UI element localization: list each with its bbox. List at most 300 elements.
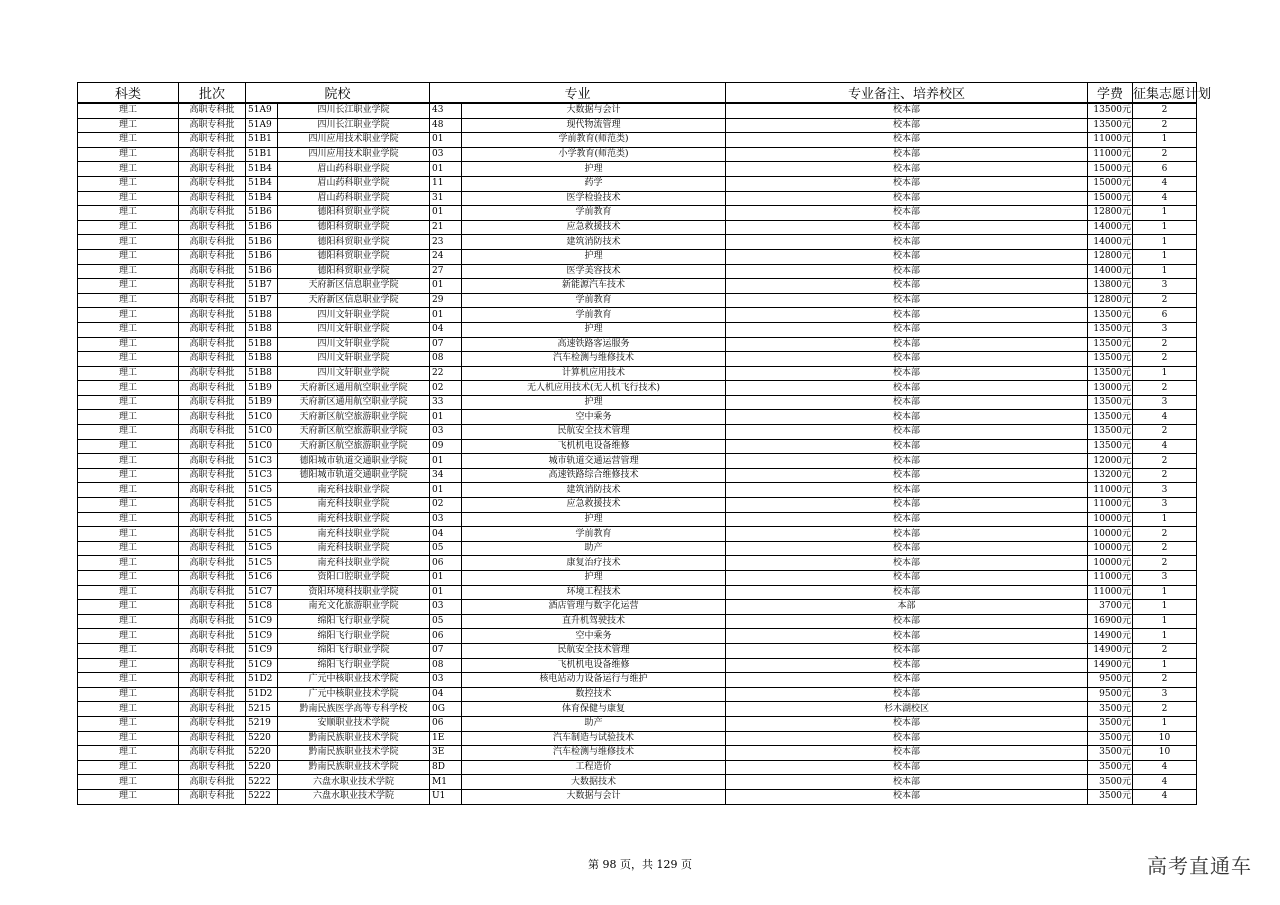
cell-batch: 高职专科批	[179, 206, 246, 221]
cell-plan-count: 3	[1133, 483, 1197, 498]
cell-major-code: 01	[430, 571, 462, 586]
cell-major-name: 建筑消防技术	[462, 483, 726, 498]
cell-major-code: 43	[430, 103, 462, 118]
table-row	[78, 454, 1197, 469]
cell-school-name: 天府新区信息职业学院	[278, 279, 430, 294]
cell-school-code: 51D2	[246, 673, 278, 688]
cell-plan-count: 2	[1133, 673, 1197, 688]
cell-category: 理工	[78, 468, 179, 483]
cell-school-code: 51C3	[246, 468, 278, 483]
cell-major-name: 空中乘务	[462, 629, 726, 644]
cell-batch: 高职专科批	[179, 556, 246, 571]
cell-plan-count: 4	[1133, 410, 1197, 425]
cell-major-name: 护理	[462, 395, 726, 410]
cell-school-name: 广元中核职业技术学院	[278, 687, 430, 702]
cell-major-name: 工程造价	[462, 760, 726, 775]
cell-major-name: 学前教育	[462, 293, 726, 308]
cell-major-code: 01	[430, 279, 462, 294]
cell-major-name: 护理	[462, 571, 726, 586]
cell-tuition: 11000元	[1088, 571, 1133, 586]
cell-tuition: 9500元	[1088, 687, 1133, 702]
cell-category: 理工	[78, 410, 179, 425]
cell-batch: 高职专科批	[179, 381, 246, 396]
cell-major-name: 学前教育	[462, 527, 726, 542]
cell-tuition: 11000元	[1088, 133, 1133, 148]
cell-category: 理工	[78, 498, 179, 513]
cell-school-code: 5220	[246, 731, 278, 746]
cell-category: 理工	[78, 337, 179, 352]
cell-major-name: 计算机应用技术	[462, 366, 726, 381]
cell-notes: 校本部	[726, 541, 1088, 556]
table-row	[78, 643, 1197, 658]
cell-batch: 高职专科批	[179, 629, 246, 644]
cell-school-code: 51B6	[246, 206, 278, 221]
cell-major-code: 07	[430, 643, 462, 658]
cell-school-code: 51D2	[246, 687, 278, 702]
cell-major-code: 0G	[430, 702, 462, 717]
table-row	[78, 600, 1197, 615]
cell-tuition: 3700元	[1088, 600, 1133, 615]
cell-school-name: 四川文轩职业学院	[278, 308, 430, 323]
cell-school-code: 5222	[246, 789, 278, 804]
cell-plan-count: 1	[1133, 614, 1197, 629]
cell-tuition: 14000元	[1088, 264, 1133, 279]
cell-school-code: 51A9	[246, 103, 278, 118]
cell-batch: 高职专科批	[179, 366, 246, 381]
cell-batch: 高职专科批	[179, 308, 246, 323]
cell-batch: 高职专科批	[179, 716, 246, 731]
cell-notes: 校本部	[726, 454, 1088, 469]
cell-school-name: 绵阳飞行职业学院	[278, 658, 430, 673]
table-row	[78, 352, 1197, 367]
cell-plan-count: 2	[1133, 643, 1197, 658]
watermark-logo: 高考直通车	[1147, 854, 1252, 878]
cell-school-code: 51B9	[246, 395, 278, 410]
cell-notes: 校本部	[726, 206, 1088, 221]
header-major: 专业	[430, 83, 726, 104]
cell-batch: 高职专科批	[179, 220, 246, 235]
cell-plan-count: 4	[1133, 176, 1197, 191]
cell-major-code: 06	[430, 629, 462, 644]
cell-school-name: 广元中核职业技术学院	[278, 673, 430, 688]
cell-notes: 校本部	[726, 731, 1088, 746]
cell-school-name: 德阳科贸职业学院	[278, 235, 430, 250]
cell-notes: 校本部	[726, 629, 1088, 644]
cell-major-code: 03	[430, 673, 462, 688]
cell-notes: 校本部	[726, 176, 1088, 191]
cell-school-name: 德阳科贸职业学院	[278, 206, 430, 221]
cell-school-code: 51B6	[246, 264, 278, 279]
cell-plan-count: 2	[1133, 103, 1197, 118]
table-row	[78, 716, 1197, 731]
cell-school-name: 四川长江职业学院	[278, 103, 430, 118]
cell-category: 理工	[78, 600, 179, 615]
cell-plan-count: 4	[1133, 191, 1197, 206]
cell-plan-count: 4	[1133, 789, 1197, 804]
cell-major-name: 汽车制造与试验技术	[462, 731, 726, 746]
cell-major-code: 01	[430, 410, 462, 425]
cell-school-code: 5219	[246, 716, 278, 731]
cell-major-name: 数控技术	[462, 687, 726, 702]
cell-major-code: 05	[430, 614, 462, 629]
cell-school-name: 黔南民族职业技术学院	[278, 746, 430, 761]
cell-batch: 高职专科批	[179, 789, 246, 804]
cell-notes: 校本部	[726, 322, 1088, 337]
cell-category: 理工	[78, 103, 179, 118]
header-batch: 批次	[179, 83, 246, 104]
table-row	[78, 103, 1197, 118]
cell-plan-count: 2	[1133, 425, 1197, 440]
cell-tuition: 13500元	[1088, 395, 1133, 410]
cell-category: 理工	[78, 133, 179, 148]
cell-notes: 校本部	[726, 556, 1088, 571]
cell-major-name: 应急救援技术	[462, 498, 726, 513]
cell-batch: 高职专科批	[179, 395, 246, 410]
cell-major-code: 07	[430, 337, 462, 352]
cell-category: 理工	[78, 191, 179, 206]
cell-school-code: 51B7	[246, 279, 278, 294]
cell-notes: 校本部	[726, 293, 1088, 308]
cell-plan-count: 2	[1133, 702, 1197, 717]
cell-school-name: 南充文化旅游职业学院	[278, 600, 430, 615]
cell-category: 理工	[78, 571, 179, 586]
cell-school-name: 南充科技职业学院	[278, 556, 430, 571]
cell-major-code: 04	[430, 687, 462, 702]
cell-major-name: 护理	[462, 512, 726, 527]
cell-major-code: 01	[430, 585, 462, 600]
cell-plan-count: 1	[1133, 600, 1197, 615]
cell-school-code: 51B8	[246, 337, 278, 352]
cell-school-code: 51B6	[246, 249, 278, 264]
cell-category: 理工	[78, 293, 179, 308]
cell-category: 理工	[78, 643, 179, 658]
cell-plan-count: 1	[1133, 206, 1197, 221]
cell-major-code: 01	[430, 206, 462, 221]
cell-major-code: 06	[430, 716, 462, 731]
cell-notes: 校本部	[726, 162, 1088, 177]
cell-plan-count: 2	[1133, 118, 1197, 133]
cell-plan-count: 1	[1133, 512, 1197, 527]
cell-tuition: 13000元	[1088, 381, 1133, 396]
cell-category: 理工	[78, 366, 179, 381]
cell-batch: 高职专科批	[179, 454, 246, 469]
cell-plan-count: 1	[1133, 629, 1197, 644]
cell-major-code: 1E	[430, 731, 462, 746]
table-row	[78, 249, 1197, 264]
header-tuition: 学费	[1088, 83, 1133, 104]
cell-notes: 校本部	[726, 716, 1088, 731]
cell-batch: 高职专科批	[179, 571, 246, 586]
cell-batch: 高职专科批	[179, 498, 246, 513]
cell-tuition: 3500元	[1088, 702, 1133, 717]
cell-school-code: 51B1	[246, 133, 278, 148]
cell-school-code: 51C6	[246, 571, 278, 586]
cell-major-code: 01	[430, 162, 462, 177]
cell-plan-count: 1	[1133, 249, 1197, 264]
cell-plan-count: 2	[1133, 541, 1197, 556]
cell-category: 理工	[78, 716, 179, 731]
cell-notes: 校本部	[726, 527, 1088, 542]
cell-school-code: 51C0	[246, 410, 278, 425]
table-row	[78, 395, 1197, 410]
cell-tuition: 13500元	[1088, 322, 1133, 337]
cell-tuition: 10000元	[1088, 556, 1133, 571]
cell-category: 理工	[78, 308, 179, 323]
cell-plan-count: 3	[1133, 687, 1197, 702]
cell-batch: 高职专科批	[179, 337, 246, 352]
cell-notes: 校本部	[726, 483, 1088, 498]
cell-school-code: 5222	[246, 775, 278, 790]
table-body	[78, 103, 1197, 804]
cell-school-code: 51B4	[246, 162, 278, 177]
cell-plan-count: 2	[1133, 381, 1197, 396]
cell-major-name: 空中乘务	[462, 410, 726, 425]
cell-batch: 高职专科批	[179, 133, 246, 148]
cell-school-name: 南充科技职业学院	[278, 483, 430, 498]
cell-plan-count: 4	[1133, 760, 1197, 775]
cell-tuition: 12800元	[1088, 206, 1133, 221]
cell-tuition: 13500元	[1088, 352, 1133, 367]
cell-school-name: 四川应用技术职业学院	[278, 133, 430, 148]
cell-major-name: 应急救援技术	[462, 220, 726, 235]
cell-plan-count: 6	[1133, 308, 1197, 323]
cell-tuition: 13500元	[1088, 425, 1133, 440]
cell-plan-count: 2	[1133, 293, 1197, 308]
cell-school-name: 四川文轩职业学院	[278, 352, 430, 367]
cell-notes: 校本部	[726, 249, 1088, 264]
table-row	[78, 498, 1197, 513]
cell-batch: 高职专科批	[179, 293, 246, 308]
cell-batch: 高职专科批	[179, 702, 246, 717]
cell-school-name: 南充科技职业学院	[278, 498, 430, 513]
cell-notes: 校本部	[726, 425, 1088, 440]
table-row	[78, 541, 1197, 556]
cell-category: 理工	[78, 206, 179, 221]
cell-batch: 高职专科批	[179, 235, 246, 250]
cell-batch: 高职专科批	[179, 527, 246, 542]
cell-tuition: 11000元	[1088, 483, 1133, 498]
cell-major-code: 04	[430, 527, 462, 542]
cell-school-code: 51B1	[246, 147, 278, 162]
cell-batch: 高职专科批	[179, 176, 246, 191]
table-row	[78, 556, 1197, 571]
cell-batch: 高职专科批	[179, 249, 246, 264]
cell-batch: 高职专科批	[179, 746, 246, 761]
cell-category: 理工	[78, 775, 179, 790]
cell-major-code: 08	[430, 658, 462, 673]
cell-tuition: 12000元	[1088, 454, 1133, 469]
cell-school-name: 眉山药科职业学院	[278, 162, 430, 177]
cell-tuition: 13500元	[1088, 366, 1133, 381]
cell-category: 理工	[78, 147, 179, 162]
cell-category: 理工	[78, 279, 179, 294]
cell-batch: 高职专科批	[179, 425, 246, 440]
cell-category: 理工	[78, 541, 179, 556]
cell-tuition: 3500元	[1088, 760, 1133, 775]
cell-major-name: 现代物流管理	[462, 118, 726, 133]
cell-major-name: 护理	[462, 162, 726, 177]
cell-batch: 高职专科批	[179, 483, 246, 498]
cell-school-name: 天府新区通用航空职业学院	[278, 381, 430, 396]
cell-major-code: U1	[430, 789, 462, 804]
cell-school-name: 南充科技职业学院	[278, 541, 430, 556]
cell-school-name: 天府新区航空旅游职业学院	[278, 439, 430, 454]
cell-major-code: 03	[430, 425, 462, 440]
cell-plan-count: 3	[1133, 571, 1197, 586]
table-row	[78, 483, 1197, 498]
cell-batch: 高职专科批	[179, 687, 246, 702]
cell-notes: 校本部	[726, 366, 1088, 381]
cell-major-code: 11	[430, 176, 462, 191]
cell-major-name: 飞机机电设备维修	[462, 439, 726, 454]
cell-major-code: 02	[430, 498, 462, 513]
cell-major-code: 01	[430, 133, 462, 148]
cell-major-name: 药学	[462, 176, 726, 191]
cell-plan-count: 2	[1133, 454, 1197, 469]
table-row	[78, 775, 1197, 790]
cell-major-code: 03	[430, 512, 462, 527]
cell-school-code: 51C5	[246, 527, 278, 542]
cell-school-code: 51B4	[246, 176, 278, 191]
cell-batch: 高职专科批	[179, 760, 246, 775]
cell-school-name: 资阳口腔职业学院	[278, 571, 430, 586]
cell-major-name: 环境工程技术	[462, 585, 726, 600]
cell-batch: 高职专科批	[179, 468, 246, 483]
cell-category: 理工	[78, 249, 179, 264]
cell-major-name: 无人机应用技术(无人机飞行技术)	[462, 381, 726, 396]
cell-tuition: 13800元	[1088, 279, 1133, 294]
cell-category: 理工	[78, 760, 179, 775]
cell-school-code: 51B8	[246, 366, 278, 381]
cell-major-code: 01	[430, 308, 462, 323]
cell-tuition: 15000元	[1088, 162, 1133, 177]
cell-major-name: 高速铁路综合维修技术	[462, 468, 726, 483]
cell-school-name: 天府新区信息职业学院	[278, 293, 430, 308]
cell-notes: 校本部	[726, 673, 1088, 688]
header-category: 科类	[78, 83, 179, 104]
cell-plan-count: 2	[1133, 468, 1197, 483]
cell-batch: 高职专科批	[179, 118, 246, 133]
cell-category: 理工	[78, 322, 179, 337]
cell-batch: 高职专科批	[179, 103, 246, 118]
cell-plan-count: 10	[1133, 731, 1197, 746]
cell-major-name: 小学教育(师范类)	[462, 147, 726, 162]
cell-major-code: 03	[430, 600, 462, 615]
cell-major-code: 02	[430, 381, 462, 396]
cell-category: 理工	[78, 629, 179, 644]
cell-notes: 校本部	[726, 789, 1088, 804]
table-row	[78, 381, 1197, 396]
cell-school-name: 黔南民族职业技术学院	[278, 731, 430, 746]
cell-major-name: 学前教育(师范类)	[462, 133, 726, 148]
cell-major-code: 01	[430, 454, 462, 469]
cell-batch: 高职专科批	[179, 162, 246, 177]
cell-school-name: 绵阳飞行职业学院	[278, 643, 430, 658]
cell-batch: 高职专科批	[179, 600, 246, 615]
cell-school-code: 51C5	[246, 483, 278, 498]
cell-category: 理工	[78, 673, 179, 688]
cell-plan-count: 3	[1133, 395, 1197, 410]
cell-plan-count: 3	[1133, 322, 1197, 337]
cell-major-name: 民航安全技术管理	[462, 425, 726, 440]
cell-school-code: 51B7	[246, 293, 278, 308]
cell-batch: 高职专科批	[179, 585, 246, 600]
cell-plan-count: 2	[1133, 352, 1197, 367]
cell-tuition: 3500元	[1088, 789, 1133, 804]
cell-major-name: 学前教育	[462, 308, 726, 323]
cell-plan-count: 1	[1133, 235, 1197, 250]
cell-major-code: 24	[430, 249, 462, 264]
cell-plan-count: 1	[1133, 658, 1197, 673]
cell-major-name: 核电站动力设备运行与维护	[462, 673, 726, 688]
cell-tuition: 11000元	[1088, 147, 1133, 162]
cell-school-code: 51C9	[246, 658, 278, 673]
cell-school-code: 51B6	[246, 235, 278, 250]
cell-plan-count: 4	[1133, 775, 1197, 790]
cell-category: 理工	[78, 162, 179, 177]
cell-notes: 校本部	[726, 746, 1088, 761]
cell-tuition: 14000元	[1088, 235, 1133, 250]
cell-notes: 校本部	[726, 512, 1088, 527]
cell-notes: 校本部	[726, 118, 1088, 133]
cell-notes: 校本部	[726, 395, 1088, 410]
cell-plan-count: 1	[1133, 133, 1197, 148]
cell-school-name: 黔南民族职业技术学院	[278, 760, 430, 775]
cell-tuition: 13500元	[1088, 439, 1133, 454]
cell-tuition: 13500元	[1088, 337, 1133, 352]
table-row	[78, 585, 1197, 600]
table-row	[78, 162, 1197, 177]
cell-notes: 校本部	[726, 410, 1088, 425]
cell-school-code: 51B4	[246, 191, 278, 206]
cell-plan-count: 2	[1133, 337, 1197, 352]
table-row	[78, 760, 1197, 775]
cell-plan-count: 10	[1133, 746, 1197, 761]
cell-batch: 高职专科批	[179, 658, 246, 673]
cell-major-code: 33	[430, 395, 462, 410]
cell-plan-count: 2	[1133, 147, 1197, 162]
cell-major-code: 3E	[430, 746, 462, 761]
table-row	[78, 366, 1197, 381]
table-row	[78, 731, 1197, 746]
cell-tuition: 13500元	[1088, 103, 1133, 118]
cell-category: 理工	[78, 352, 179, 367]
cell-notes: 校本部	[726, 264, 1088, 279]
cell-school-code: 51C5	[246, 541, 278, 556]
cell-notes: 校本部	[726, 571, 1088, 586]
table-row	[78, 264, 1197, 279]
cell-category: 理工	[78, 789, 179, 804]
cell-school-code: 51C5	[246, 556, 278, 571]
cell-major-name: 飞机机电设备维修	[462, 658, 726, 673]
cell-tuition: 14900元	[1088, 629, 1133, 644]
cell-major-code: 05	[430, 541, 462, 556]
cell-batch: 高职专科批	[179, 147, 246, 162]
cell-school-code: 51C5	[246, 512, 278, 527]
table-row	[78, 220, 1197, 235]
cell-notes: 校本部	[726, 468, 1088, 483]
cell-batch: 高职专科批	[179, 541, 246, 556]
cell-school-code: 51C9	[246, 643, 278, 658]
cell-plan-count: 3	[1133, 498, 1197, 513]
cell-school-name: 天府新区航空旅游职业学院	[278, 410, 430, 425]
cell-major-name: 城市轨道交通运营管理	[462, 454, 726, 469]
cell-school-name: 安顺职业技术学院	[278, 716, 430, 731]
cell-school-code: 51C9	[246, 614, 278, 629]
cell-category: 理工	[78, 425, 179, 440]
cell-batch: 高职专科批	[179, 322, 246, 337]
cell-tuition: 11000元	[1088, 585, 1133, 600]
